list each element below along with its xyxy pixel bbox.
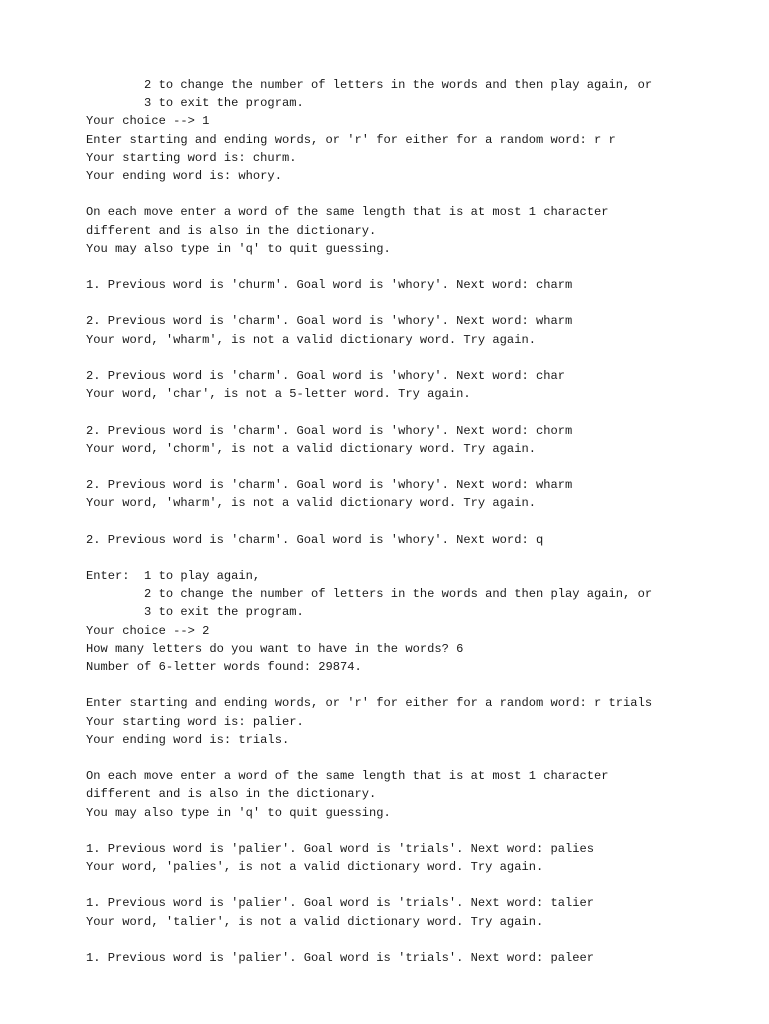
console-line [86, 458, 756, 476]
console-line [86, 294, 756, 312]
console-line: You may also type in 'q' to quit guessing. [86, 805, 391, 820]
console-line: 2. Previous word is 'charm'. Goal word is 'whory'. Next word: chorm [86, 423, 573, 438]
console-line: 2. Previous word is 'charm'. Goal word is 'whory'. Next word: wharm [86, 314, 573, 329]
console-line [86, 403, 756, 421]
console-line: Your word, 'chorm', is not a valid dictionary word. Try again. [86, 441, 536, 456]
console-line: 1. Previous word is 'palier'. Goal word is 'trials'. Next word: paleer [86, 951, 595, 965]
console-line: 2 to change the number of letters in the words and then play again, or [86, 78, 653, 92]
console-line: 1. Previous word is 'palier'. Goal word is 'trials'. Next word: palies [86, 841, 595, 856]
console-line: Enter starting and ending words, or 'r' for either for a random word: r r [86, 132, 616, 147]
console-line [86, 549, 756, 567]
console-line [86, 749, 756, 767]
console-line: different and is also in the dictionary. [86, 787, 377, 802]
console-line: Your word, 'palies', is not a valid dictionary word. Try again. [86, 860, 544, 875]
console-line: Your word, 'char', is not a 5-letter word. Try again. [86, 387, 471, 402]
console-line [86, 349, 756, 367]
console-line: Your word, 'wharm', is not a valid dictionary word. Try again. [86, 332, 536, 347]
console-line: 1. Previous word is 'palier'. Goal word is 'trials'. Next word: talier [86, 896, 595, 911]
console-line [86, 931, 756, 949]
console-line: 3 to exit the program. [86, 605, 304, 620]
console-line: Your starting word is: palier. [86, 714, 304, 729]
console-line: 2. Previous word is 'charm'. Goal word is 'whory'. Next word: q [86, 532, 544, 547]
console-line: 3 to exit the program. [86, 96, 304, 111]
console-line: Your word, 'talier', is not a valid dictionary word. Try again. [86, 914, 544, 929]
console-line: On each move enter a word of the same length that is at most 1 character [86, 769, 609, 784]
console-line: Your ending word is: whory. [86, 168, 282, 183]
console-line: Your choice --> 2 [86, 623, 210, 638]
console-output [86, 76, 756, 967]
console-line: How many letters do you want to have in the words? 6 [86, 641, 464, 656]
console-line: Your word, 'wharm', is not a valid dictionary word. Try again. [86, 496, 536, 511]
console-line: Number of 6-letter words found: 29874. [86, 660, 362, 674]
console-line [86, 185, 756, 203]
console-line: 1. Previous word is 'churm'. Goal word is 'whory'. Next word: charm [86, 278, 573, 293]
console-line: Enter: 1 to play again, [86, 569, 261, 584]
console-line: 2. Previous word is 'charm'. Goal word is 'whory'. Next word: wharm [86, 478, 573, 493]
console-line [86, 258, 756, 276]
console-line: Your ending word is: trials. [86, 732, 290, 747]
console-line: Your starting word is: churm. [86, 150, 297, 165]
console-line: Enter starting and ending words, or 'r' for either for a random word: r trials [86, 696, 653, 711]
console-line: You may also type in 'q' to quit guessing. [86, 241, 391, 256]
console-line [86, 876, 756, 894]
console-line [86, 822, 756, 840]
console-line: 2 to change the number of letters in the words and then play again, or [86, 587, 653, 602]
console-line: different and is also in the dictionary. [86, 223, 377, 238]
console-line [86, 676, 756, 694]
console-line [86, 513, 756, 531]
console-line: On each move enter a word of the same length that is at most 1 character [86, 205, 609, 220]
console-line: Your choice --> 1 [86, 114, 210, 129]
console-line: 2. Previous word is 'charm'. Goal word is 'whory'. Next word: char [86, 369, 565, 383]
